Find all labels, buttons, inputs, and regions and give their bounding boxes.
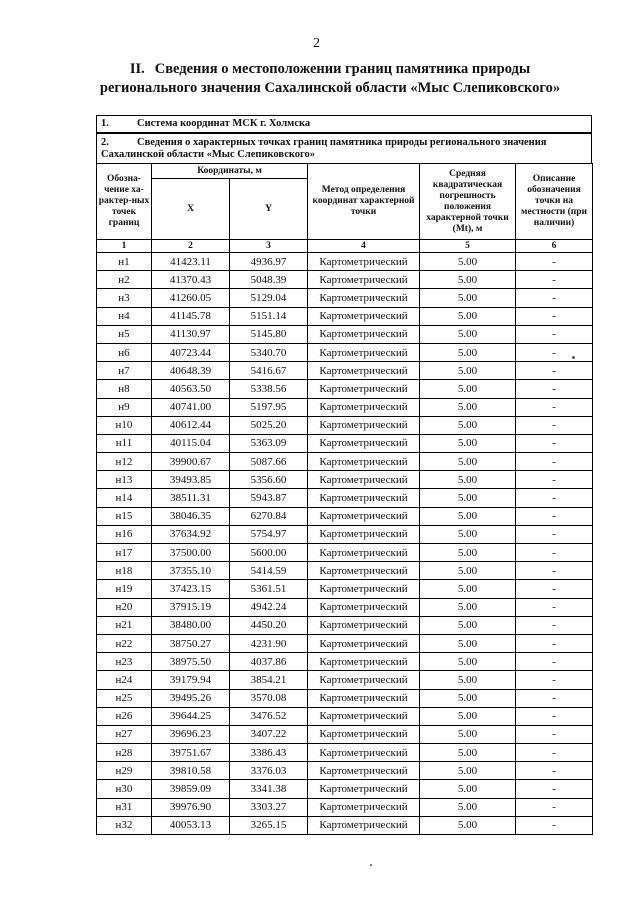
point-description: -: [516, 416, 593, 434]
point-designation: н29: [97, 762, 152, 780]
point-designation: н23: [97, 653, 152, 671]
table-row: [97, 598, 593, 616]
coord-y: 4231.90: [230, 634, 308, 652]
method: Картометрический: [308, 362, 420, 380]
boundary-points-table: [96, 163, 593, 835]
table-row: [97, 325, 593, 343]
point-description: -: [516, 598, 593, 616]
coord-y: 5145.80: [230, 325, 308, 343]
column-number: 1: [97, 240, 152, 253]
error-mt: 5.00: [420, 471, 516, 489]
method: Картометрический: [308, 580, 420, 598]
table-row: [97, 634, 593, 652]
coord-y: 5048.39: [230, 271, 308, 289]
point-designation: н31: [97, 798, 152, 816]
coord-x: 39644.25: [152, 707, 230, 725]
point-designation: н19: [97, 580, 152, 598]
coord-x: 41423.11: [152, 253, 230, 271]
coord-y: 4942.24: [230, 598, 308, 616]
error-mt: 5.00: [420, 507, 516, 525]
table-row: [97, 253, 593, 271]
point-description: -: [516, 725, 593, 743]
coord-x: 37423.15: [152, 580, 230, 598]
method: Картометрический: [308, 762, 420, 780]
scan-speck: [370, 864, 372, 866]
method: Картометрический: [308, 434, 420, 452]
method: Картометрический: [308, 634, 420, 652]
coord-y: 5943.87: [230, 489, 308, 507]
point-description: -: [516, 544, 593, 562]
method: Картометрический: [308, 798, 420, 816]
coord-x: 41370.43: [152, 271, 230, 289]
section2-number: 2.: [101, 137, 109, 148]
method: Картометрический: [308, 780, 420, 798]
column-number: 5: [420, 240, 516, 253]
table-row: [97, 562, 593, 580]
table-row: [97, 380, 593, 398]
error-mt: 5.00: [420, 598, 516, 616]
section-title: [60, 60, 600, 98]
error-mt: 5.00: [420, 434, 516, 452]
point-designation: н17: [97, 544, 152, 562]
coord-x: 37915.19: [152, 598, 230, 616]
table-row: [97, 762, 593, 780]
point-designation: н6: [97, 343, 152, 361]
section1-number: 1.: [101, 118, 109, 129]
method: Картометрический: [308, 616, 420, 634]
table-row: [97, 471, 593, 489]
point-description: -: [516, 253, 593, 271]
error-mt: 5.00: [420, 362, 516, 380]
point-description: -: [516, 671, 593, 689]
coord-y: 3386.43: [230, 744, 308, 762]
point-designation: н13: [97, 471, 152, 489]
coord-y: 3476.52: [230, 707, 308, 725]
point-designation: н10: [97, 416, 152, 434]
coord-x: 39976.90: [152, 798, 230, 816]
point-description: -: [516, 289, 593, 307]
point-description: -: [516, 580, 593, 598]
point-description: -: [516, 798, 593, 816]
coord-y: 5361.51: [230, 580, 308, 598]
scan-speck: [572, 356, 575, 359]
point-designation: н5: [97, 325, 152, 343]
title-line-2: регионального значения Сахалинской области «Мыс Слепиковского»: [99, 80, 561, 96]
method: Картометрический: [308, 507, 420, 525]
point-designation: н25: [97, 689, 152, 707]
coord-x: 37355.10: [152, 562, 230, 580]
error-mt: 5.00: [420, 780, 516, 798]
method: Картометрический: [308, 471, 420, 489]
error-mt: 5.00: [420, 453, 516, 471]
table-row: [97, 689, 593, 707]
coord-x: 41145.78: [152, 307, 230, 325]
method: Картометрический: [308, 598, 420, 616]
point-designation: н30: [97, 780, 152, 798]
point-designation: н24: [97, 671, 152, 689]
table-row: [97, 362, 593, 380]
method: Картометрический: [308, 744, 420, 762]
coord-y: 4037.86: [230, 653, 308, 671]
method: Картометрический: [308, 544, 420, 562]
point-designation: н27: [97, 725, 152, 743]
error-mt: 5.00: [420, 798, 516, 816]
error-mt: 5.00: [420, 307, 516, 325]
table-row: [97, 653, 593, 671]
coord-y: 5338.56: [230, 380, 308, 398]
error-mt: 5.00: [420, 416, 516, 434]
coord-x: 40648.39: [152, 362, 230, 380]
point-description: -: [516, 780, 593, 798]
section2-text: Сведения о характерных точках границ памятника природы регионального значения Сахалинской области «Мыс Слепиковского»: [101, 137, 547, 160]
coord-x: 40563.50: [152, 380, 230, 398]
column-number: 2: [152, 240, 230, 253]
point-description: -: [516, 762, 593, 780]
coord-x: 40053.13: [152, 816, 230, 834]
table-row: [97, 525, 593, 543]
coord-x: 41130.97: [152, 325, 230, 343]
point-description: -: [516, 325, 593, 343]
coord-x: 39900.67: [152, 453, 230, 471]
table-row: [97, 816, 593, 834]
point-designation: н20: [97, 598, 152, 616]
error-mt: 5.00: [420, 634, 516, 652]
coord-x: 39179.94: [152, 671, 230, 689]
point-designation: н32: [97, 816, 152, 834]
table-row: [97, 307, 593, 325]
table-row: [97, 398, 593, 416]
point-description: -: [516, 307, 593, 325]
point-description: -: [516, 689, 593, 707]
point-description: -: [516, 562, 593, 580]
point-designation: н21: [97, 616, 152, 634]
table-body: [97, 253, 593, 835]
coord-x: 37500.00: [152, 544, 230, 562]
method: Картометрический: [308, 253, 420, 271]
point-designation: н8: [97, 380, 152, 398]
point-description: -: [516, 271, 593, 289]
coord-y: 3854.21: [230, 671, 308, 689]
table-row: [97, 744, 593, 762]
coord-y: 5129.04: [230, 289, 308, 307]
point-description: -: [516, 616, 593, 634]
method: Картометрический: [308, 562, 420, 580]
method: Картометрический: [308, 307, 420, 325]
table-row: [97, 507, 593, 525]
section-roman-number: II.: [129, 61, 145, 77]
coord-x: 39859.09: [152, 780, 230, 798]
coord-y: 5151.14: [230, 307, 308, 325]
coord-y: 3341.38: [230, 780, 308, 798]
error-mt: 5.00: [420, 325, 516, 343]
coord-y: 6270.84: [230, 507, 308, 525]
method: Картометрический: [308, 343, 420, 361]
point-description: -: [516, 707, 593, 725]
point-description: -: [516, 634, 593, 652]
point-designation: н11: [97, 434, 152, 452]
coord-y: 5087.66: [230, 453, 308, 471]
error-mt: 5.00: [420, 762, 516, 780]
coord-y: 3265.15: [230, 816, 308, 834]
point-designation: н7: [97, 362, 152, 380]
header-designation: Обозна-чение ха-рактер-ных точек границ: [97, 164, 152, 240]
header-error: Средняя квадратическая погрешность положения характерной точки (Mt), м: [420, 164, 516, 240]
coord-y: 5356.60: [230, 471, 308, 489]
coord-x: 39493.85: [152, 471, 230, 489]
error-mt: 5.00: [420, 562, 516, 580]
error-mt: 5.00: [420, 271, 516, 289]
method: Картометрический: [308, 671, 420, 689]
table-row: [97, 671, 593, 689]
coord-y: 5363.09: [230, 434, 308, 452]
column-number: 6: [516, 240, 593, 253]
coord-y: 5600.00: [230, 544, 308, 562]
error-mt: 5.00: [420, 289, 516, 307]
method: Картометрический: [308, 271, 420, 289]
coord-y: 3407.22: [230, 725, 308, 743]
column-numbers-row: [97, 240, 593, 253]
coord-y: 5025.20: [230, 416, 308, 434]
table-row: [97, 489, 593, 507]
header-coordinates: Координаты, м: [152, 164, 308, 179]
coord-x: 39696.23: [152, 725, 230, 743]
error-mt: 5.00: [420, 671, 516, 689]
table-row: [97, 616, 593, 634]
method: Картометрический: [308, 398, 420, 416]
error-mt: 5.00: [420, 489, 516, 507]
method: Картометрический: [308, 689, 420, 707]
error-mt: 5.00: [420, 653, 516, 671]
table-row: [97, 416, 593, 434]
error-mt: 5.00: [420, 689, 516, 707]
error-mt: 5.00: [420, 816, 516, 834]
point-description: -: [516, 362, 593, 380]
point-designation: н3: [97, 289, 152, 307]
coord-y: 3303.27: [230, 798, 308, 816]
point-designation: н16: [97, 525, 152, 543]
table-row: [97, 271, 593, 289]
table-row: [97, 707, 593, 725]
error-mt: 5.00: [420, 580, 516, 598]
point-designation: н4: [97, 307, 152, 325]
method: Картометрический: [308, 725, 420, 743]
point-description: -: [516, 507, 593, 525]
column-number: 3: [230, 240, 308, 253]
coord-x: 40612.44: [152, 416, 230, 434]
point-description: -: [516, 525, 593, 543]
method: Картометрический: [308, 416, 420, 434]
coord-x: 39810.58: [152, 762, 230, 780]
point-designation: н2: [97, 271, 152, 289]
table-row: [97, 343, 593, 361]
coord-y: 5197.95: [230, 398, 308, 416]
point-designation: н15: [97, 507, 152, 525]
coord-y: 5754.97: [230, 525, 308, 543]
coord-x: 37634.92: [152, 525, 230, 543]
error-mt: 5.00: [420, 525, 516, 543]
point-designation: н26: [97, 707, 152, 725]
error-mt: 5.00: [420, 380, 516, 398]
header-y: Y: [230, 179, 308, 240]
error-mt: 5.00: [420, 398, 516, 416]
point-description: -: [516, 398, 593, 416]
point-designation: н28: [97, 744, 152, 762]
method: Картометрический: [308, 289, 420, 307]
header-description: Описание обозначения точки на местности (при наличии): [516, 164, 593, 240]
coord-x: 39495.26: [152, 689, 230, 707]
table-row: [97, 780, 593, 798]
table-row: [97, 434, 593, 452]
coord-x: 41260.05: [152, 289, 230, 307]
error-mt: 5.00: [420, 707, 516, 725]
point-description: -: [516, 434, 593, 452]
point-description: -: [516, 816, 593, 834]
table-row: [97, 544, 593, 562]
coord-y: 5340.70: [230, 343, 308, 361]
error-mt: 5.00: [420, 253, 516, 271]
coord-y: 3376.03: [230, 762, 308, 780]
coord-x: 38750.27: [152, 634, 230, 652]
table-row: [97, 580, 593, 598]
method: Картометрический: [308, 489, 420, 507]
point-designation: н18: [97, 562, 152, 580]
point-description: -: [516, 471, 593, 489]
point-designation: н14: [97, 489, 152, 507]
coord-y: 4450.20: [230, 616, 308, 634]
table-row: [97, 798, 593, 816]
point-description: -: [516, 653, 593, 671]
point-designation: н9: [97, 398, 152, 416]
point-description: -: [516, 343, 593, 361]
point-designation: н1: [97, 253, 152, 271]
error-mt: 5.00: [420, 725, 516, 743]
table-row: [97, 725, 593, 743]
header-method: Метод определения координат характерной точки: [308, 164, 420, 240]
coord-x: 38975.50: [152, 653, 230, 671]
point-description: -: [516, 453, 593, 471]
error-mt: 5.00: [420, 744, 516, 762]
coord-y: 3570.08: [230, 689, 308, 707]
point-designation: н22: [97, 634, 152, 652]
point-designation: н12: [97, 453, 152, 471]
coord-x: 38480.00: [152, 616, 230, 634]
method: Картометрический: [308, 453, 420, 471]
method: Картометрический: [308, 707, 420, 725]
coord-x: 40741.00: [152, 398, 230, 416]
coord-x: 38046.35: [152, 507, 230, 525]
coord-y: 4936.97: [230, 253, 308, 271]
coord-x: 40723.44: [152, 343, 230, 361]
column-number: 4: [308, 240, 420, 253]
header-x: X: [152, 179, 230, 240]
method: Картометрический: [308, 525, 420, 543]
point-description: -: [516, 380, 593, 398]
method: Картометрический: [308, 653, 420, 671]
point-description: -: [516, 744, 593, 762]
method: Картометрический: [308, 325, 420, 343]
coord-x: 38511.31: [152, 489, 230, 507]
coordinate-system-row: [96, 115, 592, 133]
coord-y: 5414.59: [230, 562, 308, 580]
method: Картометрический: [308, 816, 420, 834]
error-mt: 5.00: [420, 544, 516, 562]
coord-x: 40115.04: [152, 434, 230, 452]
page-number: 2: [313, 36, 320, 51]
section1-text: Система координат МСК г. Холмска: [137, 118, 311, 129]
coord-y: 5416.67: [230, 362, 308, 380]
title-line-1: Сведения о местоположении границ памятника природы: [154, 61, 531, 77]
method: Картометрический: [308, 380, 420, 398]
error-mt: 5.00: [420, 343, 516, 361]
table-row: [97, 289, 593, 307]
point-description: -: [516, 489, 593, 507]
table-row: [97, 453, 593, 471]
coord-x: 39751.67: [152, 744, 230, 762]
error-mt: 5.00: [420, 616, 516, 634]
characteristic-points-heading: [96, 133, 592, 163]
